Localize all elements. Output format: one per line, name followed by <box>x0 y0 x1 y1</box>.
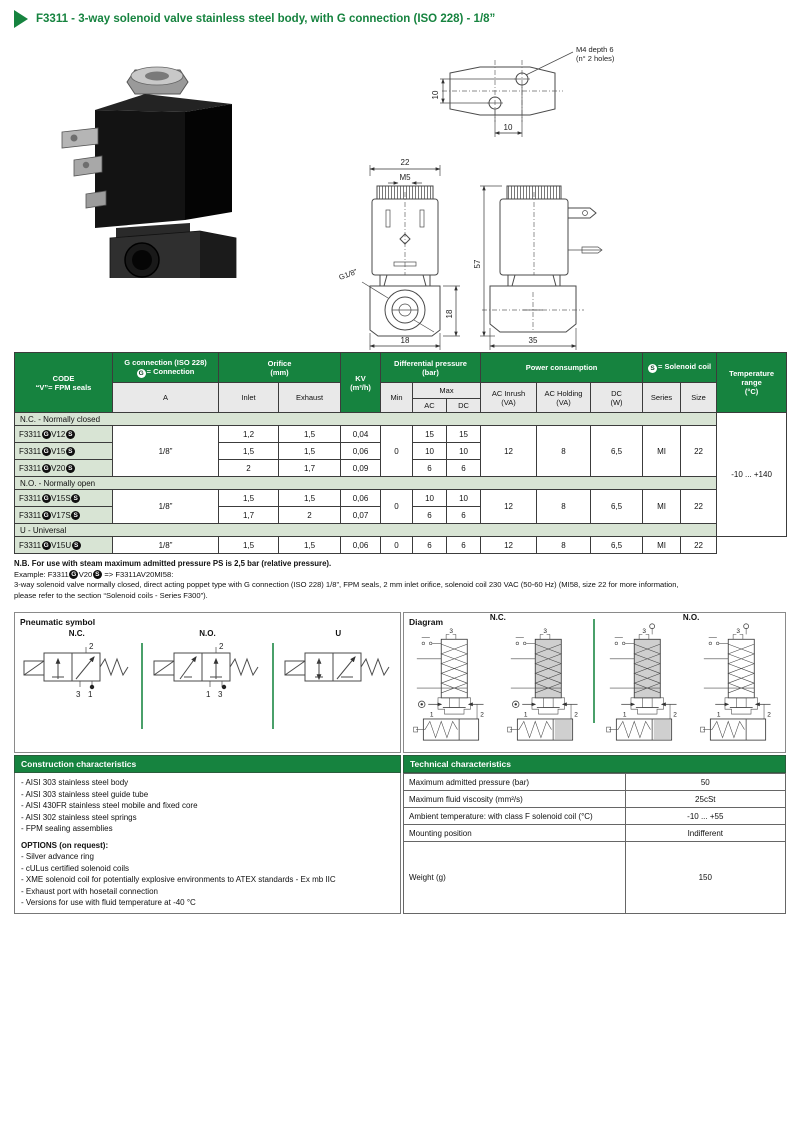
table-row <box>404 791 786 808</box>
orifice-inlet: 2 <box>219 460 279 477</box>
svg-text:M5: M5 <box>399 173 411 182</box>
col-header-differential-pressure: Differential pressure (bar) <box>381 353 481 383</box>
pressure-min: 0 <box>381 426 413 477</box>
top-view-drawing <box>431 45 615 137</box>
divider <box>141 643 143 729</box>
construction-characteristics <box>14 755 401 914</box>
options-title: OPTIONS (on request): <box>21 840 109 850</box>
svg-text:2: 2 <box>88 642 94 651</box>
kv-value: 0,09 <box>341 460 381 477</box>
subheader-ac-inrush: AC Inrush (VA) <box>481 383 537 413</box>
description-line: 3-way solenoid valve normally closed, direct acting poppet type with G connection (ISO 228) 1/8”, FPM seals, 2 mm inlet orifice, solenoid coil 230 VAC (50-60 Hz) (MI58, size 22 for more information, <box>14 580 679 589</box>
product-photo <box>40 48 265 278</box>
coil-size: 22 <box>681 426 717 477</box>
svg-text:3: 3 <box>218 690 223 699</box>
svg-text:1: 1 <box>206 690 211 699</box>
col-header-code: CODE “V”= FPM seals <box>15 353 113 413</box>
page-header <box>14 10 495 28</box>
section-header-u: U - Universal <box>15 524 717 537</box>
divider <box>272 643 274 729</box>
table-row <box>15 537 787 554</box>
svg-text:(n° 2 holes): (n° 2 holes) <box>576 54 615 63</box>
list-item: - cULus certified solenoid coils <box>21 863 130 873</box>
pressure-min: 0 <box>381 490 413 524</box>
dc-power: 6,5 <box>591 426 643 477</box>
pressure-max-ac: 10 <box>413 443 447 460</box>
pneumatic-symbol-u <box>279 639 397 701</box>
diagram-nc-energized <box>500 623 590 745</box>
pressure-max-ac: 6 <box>413 507 447 524</box>
svg-text:2: 2 <box>574 711 578 719</box>
pressure-max-dc: 10 <box>447 443 481 460</box>
col-header-solenoid-coil: S = Solenoid coil <box>643 353 717 383</box>
diagram-no-energized <box>599 623 689 745</box>
orifice-inlet: 1,5 <box>219 490 279 507</box>
tech-label: Mounting position <box>404 825 626 842</box>
list-item: - Exhaust port with hosetail connection <box>21 886 158 896</box>
pressure-max-ac: 6 <box>413 537 447 554</box>
svg-text:18: 18 <box>400 336 410 345</box>
diagram-nc-deenergized <box>406 623 496 745</box>
connection-size: 1/8” <box>113 490 219 524</box>
ac-holding: 8 <box>537 490 591 524</box>
list-item: - AISI 303 stainless steel body <box>21 778 129 787</box>
table-row <box>404 825 786 842</box>
circled-g-icon: G <box>43 430 49 438</box>
svg-text:10: 10 <box>431 90 440 100</box>
svg-text:G1/8”: G1/8” <box>337 267 359 282</box>
list-item: - AISI 303 stainless steel guide tube <box>21 789 149 799</box>
svg-text:3: 3 <box>449 627 453 635</box>
kv-value: 0,06 <box>341 443 381 460</box>
svg-text:3: 3 <box>543 627 547 635</box>
circled-s-icon: S <box>66 447 75 456</box>
col-header-orifice: Orifice (mm) <box>219 353 341 383</box>
diagram-label-no: N.O. <box>682 613 700 622</box>
technical-title: Technical characteristics <box>403 755 786 773</box>
orifice-inlet: 1,2 <box>219 426 279 443</box>
product-code: F3311 G V12 S <box>15 426 113 443</box>
list-item: - AISI 302 stainless steel springs <box>21 812 137 822</box>
pressure-max-ac: 6 <box>413 460 447 477</box>
tech-label: Ambient temperature: with class F solenoid coil (°C) <box>404 808 626 825</box>
tech-value: 150 <box>625 842 785 914</box>
pneumatic-symbol-no <box>148 639 266 701</box>
circled-g-icon: G <box>43 464 49 472</box>
circled-g-icon: G <box>138 369 144 377</box>
subheader-size: Size <box>681 383 717 413</box>
ac-holding: 8 <box>537 426 591 477</box>
orifice-inlet: 1,5 <box>219 443 279 460</box>
svg-text:2: 2 <box>219 642 224 651</box>
divider <box>593 619 595 723</box>
section-header-no: N.O. - Normally open <box>15 477 717 490</box>
side-view-drawing <box>473 186 602 350</box>
pneumatic-symbol-panel <box>14 612 401 753</box>
table-row <box>404 774 786 791</box>
subheader-a: A <box>113 383 219 413</box>
subheader-exhaust: Exhaust <box>279 383 341 413</box>
orifice-exhaust: 1,7 <box>279 460 341 477</box>
subheader-max-dc: DC <box>447 399 481 413</box>
tech-value: -10 ... +55 <box>625 808 785 825</box>
ac-holding: 8 <box>537 537 591 554</box>
diagram-panel <box>403 612 786 753</box>
product-code: F3311 G V20 S <box>15 460 113 477</box>
svg-text:3: 3 <box>75 690 81 699</box>
coil-series: MI <box>643 490 681 524</box>
diagram-no-deenergized <box>693 623 783 745</box>
svg-text:3: 3 <box>736 627 741 635</box>
table-row <box>15 490 787 507</box>
circled-g-icon: G <box>43 511 49 519</box>
temperature-range-value: -10 ... +140 <box>717 413 787 537</box>
kv-value: 0,06 <box>341 537 381 554</box>
pressure-min: 0 <box>381 537 413 554</box>
circled-s-icon: S <box>71 511 80 520</box>
subheader-inlet: Inlet <box>219 383 279 413</box>
construction-title: Construction characteristics <box>14 755 401 773</box>
tech-value: 25cSt <box>625 791 785 808</box>
list-item: - XME solenoid coil for potentially explosive environments to ATEX standards - Ex mb IIC <box>21 875 336 884</box>
product-code: F3311 G V17S S <box>15 507 113 524</box>
specification-table <box>14 352 787 554</box>
diagram-label-nc: N.C. <box>489 613 506 622</box>
circled-s-icon: S <box>66 464 75 473</box>
svg-text:1: 1 <box>622 711 627 719</box>
svg-text:57: 57 <box>473 259 482 269</box>
tech-label: Weight (g) <box>404 842 626 914</box>
col-header-kv: KV (m³/h) <box>341 353 381 413</box>
orifice-exhaust: 1,5 <box>279 443 341 460</box>
front-view-drawing <box>338 158 460 350</box>
svg-text:1: 1 <box>429 711 434 719</box>
kv-value: 0,04 <box>341 426 381 443</box>
tech-label: Maximum fluid viscosity (mm²/s) <box>404 791 626 808</box>
orifice-inlet: 1,7 <box>219 507 279 524</box>
connection-size: 1/8” <box>113 537 219 554</box>
orifice-inlet: 1,5 <box>219 537 279 554</box>
table-row <box>404 842 786 914</box>
description-line: please refer to the section “Solenoid coils - Series F300”). <box>14 590 208 600</box>
circled-s-icon: S <box>72 541 81 550</box>
circled-g-icon: G <box>43 447 49 455</box>
product-code: F3311 G V15S S <box>15 490 113 507</box>
technical-characteristics <box>403 755 786 914</box>
pressure-max-ac: 10 <box>413 490 447 507</box>
ac-inrush: 12 <box>481 426 537 477</box>
coil-size: 22 <box>681 537 717 554</box>
tech-label: Maximum admitted pressure (bar) <box>404 774 626 791</box>
subheader-dc-w: DC (W) <box>591 383 643 413</box>
ac-inrush: 12 <box>481 490 537 524</box>
list-item: - AISI 430FR stainless steel mobile and fixed core <box>21 801 198 810</box>
svg-text:1: 1 <box>716 711 721 719</box>
circled-s-icon: S <box>71 494 80 503</box>
orifice-exhaust: 2 <box>279 507 341 524</box>
product-code: F3311 G V15U S <box>15 537 113 554</box>
table-row <box>404 808 786 825</box>
page-title: F3311 - 3-way solenoid valve stainless steel body, with G connection (ISO 228) - 1/8” <box>36 13 496 25</box>
circled-s-icon: S <box>648 364 657 373</box>
kv-value: 0,06 <box>341 490 381 507</box>
coil-series: MI <box>643 537 681 554</box>
circled-g-icon: G <box>43 541 49 549</box>
svg-text:1: 1 <box>87 690 93 699</box>
coil-size: 22 <box>681 490 717 524</box>
subheader-series: Series <box>643 383 681 413</box>
circled-s-icon: S <box>93 570 102 579</box>
panel-title: Diagram <box>409 617 444 627</box>
list-item: - Silver advance ring <box>21 852 94 861</box>
orifice-exhaust: 1,5 <box>279 537 341 554</box>
pressure-max-dc: 6 <box>447 507 481 524</box>
construction-list <box>14 773 401 914</box>
circled-g-icon: G <box>43 494 49 502</box>
pressure-max-ac: 15 <box>413 426 447 443</box>
list-item: - Versions for use with fluid temperature at -40 °C <box>21 898 196 907</box>
tech-value: 50 <box>625 774 785 791</box>
ac-inrush: 12 <box>481 537 537 554</box>
spade-terminal <box>62 128 98 148</box>
spade-terminal <box>86 191 106 208</box>
connection-size: 1/8” <box>113 426 219 477</box>
svg-text:35: 35 <box>528 336 538 345</box>
circled-s-icon: S <box>66 430 75 439</box>
list-item: - FPM sealing assemblies <box>21 824 113 833</box>
svg-text:22: 22 <box>400 158 410 167</box>
col-header-power-consumption: Power consumption <box>481 353 643 383</box>
example-line: Example: F3311 G V20 S => F3311AV20MI58: <box>14 569 174 579</box>
svg-text:18: 18 <box>445 309 454 319</box>
coil-series: MI <box>643 426 681 477</box>
svg-text:1: 1 <box>523 711 528 719</box>
product-code: F3311 G V15 S <box>15 443 113 460</box>
pressure-max-dc: 6 <box>447 537 481 554</box>
symbol-label-nc: N.C. <box>68 629 85 638</box>
dc-power: 6,5 <box>591 490 643 524</box>
symbol-label-u: U <box>335 629 342 638</box>
nb-line: N.B. For use with steam maximum admitted pressure PS is 2,5 bar (relative pressure). <box>14 559 332 568</box>
dc-power: 6,5 <box>591 537 643 554</box>
svg-text:3: 3 <box>642 627 647 635</box>
svg-text:2: 2 <box>767 711 772 719</box>
orifice-exhaust: 1,5 <box>279 426 341 443</box>
subheader-max: Max <box>413 383 481 399</box>
dimension-drawings <box>330 42 675 354</box>
table-row <box>15 426 787 443</box>
technical-table <box>403 773 786 914</box>
pressure-max-dc: 15 <box>447 426 481 443</box>
green-arrow-icon <box>14 10 28 28</box>
pressure-max-dc: 6 <box>447 460 481 477</box>
svg-text:M4 depth 6: M4 depth 6 <box>576 45 614 54</box>
svg-text:10: 10 <box>503 123 513 132</box>
symbol-label-no: N.O. <box>199 629 216 638</box>
subheader-max-ac: AC <box>413 399 447 413</box>
svg-text:2: 2 <box>673 711 678 719</box>
orifice-exhaust: 1,5 <box>279 490 341 507</box>
col-header-temperature-range: Temperature range (°C) <box>717 353 787 413</box>
col-header-gconnection: G connection (ISO 228) G = Connection <box>113 353 219 383</box>
pressure-max-dc: 10 <box>447 490 481 507</box>
kv-value: 0,07 <box>341 507 381 524</box>
subheader-min: Min <box>381 383 413 413</box>
tech-value: Indifferent <box>625 825 785 842</box>
panel-title: Pneumatic symbol <box>20 617 96 627</box>
circled-g-icon: G <box>71 570 77 578</box>
svg-text:2: 2 <box>480 711 484 719</box>
pneumatic-symbol-nc <box>18 639 136 701</box>
section-header-nc: N.C. - Normally closed <box>15 413 717 426</box>
subheader-ac-holding: AC Holding (VA) <box>537 383 591 413</box>
notes-block <box>14 559 786 601</box>
